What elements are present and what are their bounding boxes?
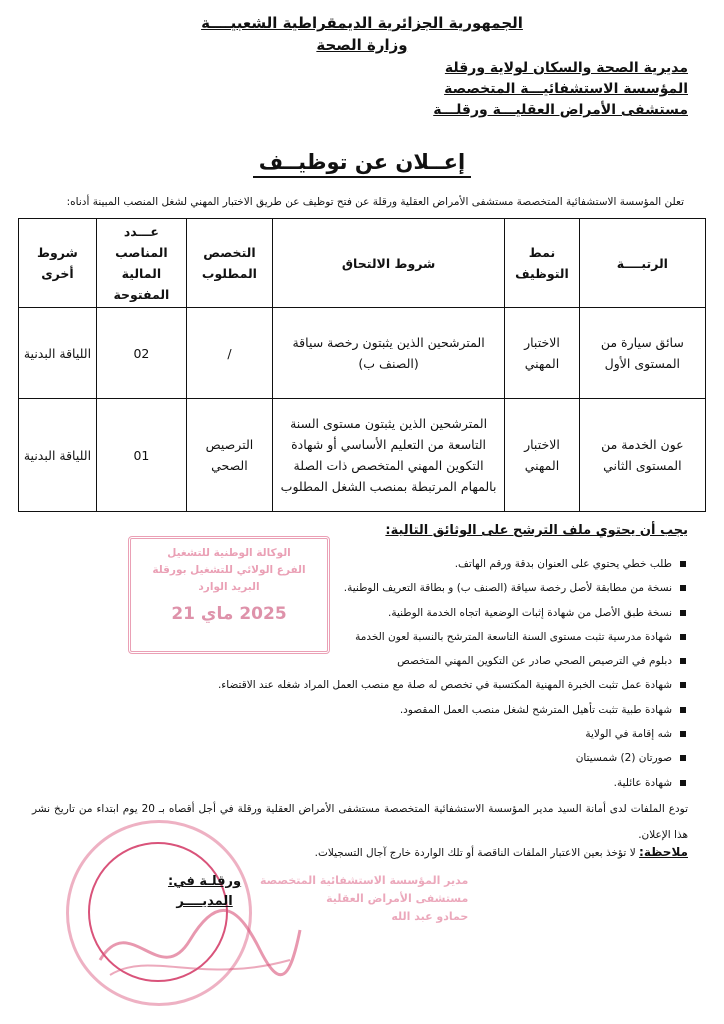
list-item: شهادة عمل تثبت الخبرة المهنية المكتسبة في تخصص له صلة مع منصب العمل المراد شغله عند الاقتضاء.: [48, 673, 688, 697]
seal-line: مدير المؤسسة الاستشفائية المتخصصة: [260, 874, 469, 887]
stamp-date: 2025 ماي 21: [171, 604, 287, 624]
header-top: [0, 12, 724, 56]
list-item: نسخة طبق الأصل من شهادة إثبات الوضعية اتجاه الخدمة الوطنية.: [48, 601, 688, 625]
list-item: شهادة عائلية.: [48, 771, 688, 795]
table-row: [19, 308, 706, 399]
cell-conditions: المترشحين الذين يثبتون مستوى السنة التاسعة من التعليم الأساسي أو شهادة التكوين المهني المتخصص ذات الصلة بالمهام المرتبطة بمنصب الشغل المطلوب: [272, 399, 504, 512]
header-specialty: التخصص المطلوب: [186, 219, 272, 308]
list-item: طلب خطي يحتوي على العنوان بدقة ورقم الهاتف.: [48, 552, 688, 576]
table-header-row: [19, 219, 706, 308]
header-institution: [433, 58, 688, 121]
header-conditions: شروط الالتحاق: [272, 219, 504, 308]
positions-table: [18, 218, 706, 512]
cell-specialty: الترصيص الصحي: [186, 399, 272, 512]
list-item: نسخة من مطابقة لأصل رخصة سياقة (الصنف ب) و بطاقة التعريف الوطنية.: [48, 576, 688, 600]
table-row: [19, 399, 706, 512]
list-item: شهادة طبية تثبت تأهيل المترشح لشغل منصب العمل المقصود.: [48, 698, 688, 722]
seal-line: مستشفى الأمراض العقلية: [326, 892, 469, 905]
note: [315, 845, 688, 859]
note-text: لا تؤخذ بعين الاعتبار الملفات الناقصة أو تلك الواردة خارج آجال التسجيلات.: [314, 847, 636, 859]
sign-place: ورقلـة في:: [168, 874, 242, 889]
cell-mode: الاختبار المهني: [505, 308, 580, 399]
seal-line: حمادو عبد الله: [391, 910, 469, 923]
stamp-line: الفرع الولائي للتشغيل بورقلة: [152, 564, 306, 576]
intro-text: تعلن المؤسسة الاستشفائية المتخصصة مستشفى الأمراض العقلية ورقلة عن فتح توظيف عن طريق الاختبار المهني لشغل المنصب المبينة أدناه:: [66, 196, 684, 208]
signature-block: [168, 872, 241, 912]
stamp-line: البريد الوارد: [198, 581, 260, 593]
header-posts: عـــدد المناصب المالية المفتوحة: [96, 219, 186, 308]
reception-stamp: [128, 536, 330, 654]
hospital-heading: مستشفى الأمراض العقليـــة ورقلـــة: [433, 102, 688, 118]
directorate-heading: مديرية الصحة والسكان لولاية ورقلة: [444, 60, 688, 76]
cell-grade: عون الخدمة من المستوى الثاني: [579, 399, 705, 512]
cell-conditions: المترشحين الذين يثبتون رخصة سياقة (الصنف ب): [272, 308, 504, 399]
deposit-text: تودع الملفات لدى أمانة السيد مدير المؤسسة الاستشفائية المتخصصة مستشفى الأمراض العقلية ورقلة في أجل أقصاه بـ 20 يوم ابتداء من تاريخ نشر هذا الإعلان.: [32, 803, 688, 841]
list-item: صورتان (2) شمسيتان: [48, 746, 688, 770]
stamp-line: الوكالة الوطنية للتشغيل: [167, 547, 291, 559]
ministry-heading: وزارة الصحة: [316, 36, 408, 54]
list-item: دبلوم في الترصيص الصحي صادر عن التكوين المهني المتخصص: [48, 649, 688, 673]
list-item: شهادة مدرسية تثبت مستوى السنة التاسعة المترشح بالنسبة لعون الخدمة: [48, 625, 688, 649]
cell-posts: 01: [96, 399, 186, 512]
documents-heading: يجب أن يحتوي ملف الترشح على الوثائق التالية:: [385, 523, 688, 538]
republic-heading: الجمهورية الجزائرية الديمقراطية الشعبيــــة: [201, 14, 523, 32]
page-title: إعــلان عن توظيــف: [0, 150, 724, 174]
header-mode: نمط التوظيف: [505, 219, 580, 308]
header-other: شروط أخرى: [19, 219, 97, 308]
sign-role: المديــــر: [176, 894, 233, 909]
cell-posts: 02: [96, 308, 186, 399]
note-label: ملاحظة:: [639, 845, 688, 859]
header-grade: الرتبــــة: [579, 219, 705, 308]
cell-other: اللياقة البدنية: [19, 399, 97, 512]
cell-mode: الاختبار المهني: [505, 399, 580, 512]
institution-heading: المؤسسة الاستشفائيـــة المتخصصة: [444, 81, 688, 97]
cell-other: اللياقة البدنية: [19, 308, 97, 399]
cell-grade: سائق سيارة من المستوى الأول: [579, 308, 705, 399]
list-item: شه إقامة في الولاية: [48, 722, 688, 746]
cell-specialty: /: [186, 308, 272, 399]
